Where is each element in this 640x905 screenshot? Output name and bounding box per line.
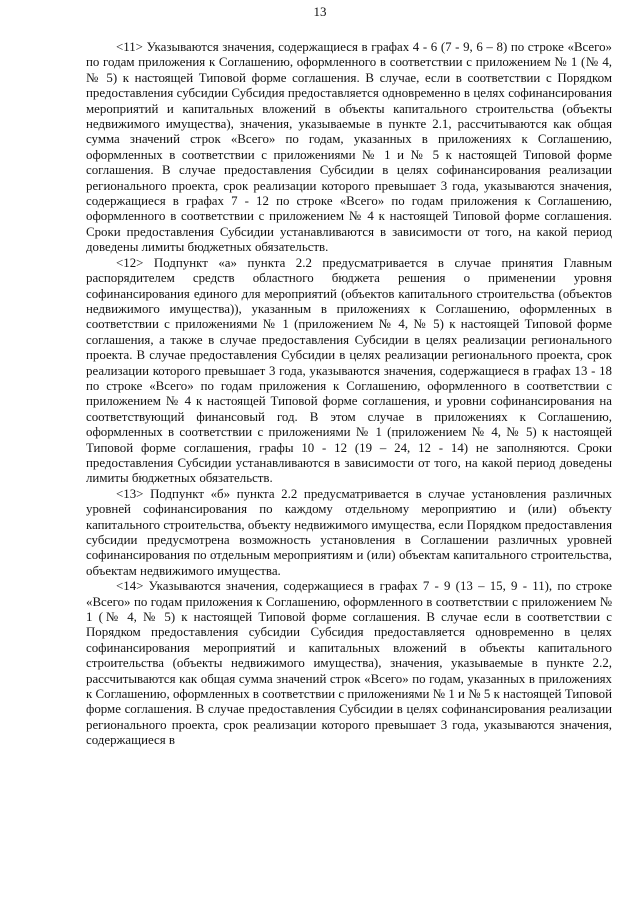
footnote-12-paragraph: <12> Подпункт «а» пункта 2.2 предусматривается в случае принятия Главным распорядителем средств областного бюджета решения о применении уровня софинансирования единого для мероприятий (объектов капитального строительства (объектов недвижимого имущества)), указанным в приложениях к Соглашению, оформленных в соответствии с приложениями № 1 (приложением № 4, № 5) к настоящей Типовой форме соглашения, а также в случае предоставления Субсидии в целях реализации регионального проекта. В случае предоставления Субсидии в целях реализации регионального проекта, срок реализации которого превышает 3 года, указываются значения, содержащиеся в графах 13 - 18 по строке «Всего» по годам приложения к Соглашению, оформленного в соответствии с приложением № 4 к настоящей Типовой форме соглашения, и уровни софинансирования на соответствующий финансовый год. В этом случае в приложениях к Соглашению, оформленных в соответствии с приложениями № 1 (приложением № 4, № 5) к настоящей Типовой форме соглашения, графы 10 - 12 (19 – 24, 12 - 14) не заполняются. Сроки предоставления Субсидии устанавливаются в зависимости от того, на какой период доведены лимиты бюджетных обязательств. — [86, 255, 612, 486]
document-body — [86, 40, 612, 749]
page-number: 13 — [313, 4, 327, 19]
footnote-11-paragraph: <11> Указываются значения, содержащиеся в графах 4 - 6 (7 - 9, 6 – 8) по строке «Всего» по годам приложения к Соглашению, оформленного в соответствии с приложением № 1 (№ 4, № 5) к настоящей Типовой форме соглашения. В случае, если в соответствии с Порядком предоставления субсидии Субсидия предоставляется одновременно в целях софинансирования мероприятий и капитальных вложений в объекты капитального строительства (объекты недвижимого имущества), значения, указываемые в пункте 2.1, рассчитываются как общая сумма значений строк «Всего» по годам, указанных в приложениях к Соглашению, оформленных в соответствии с приложениями № 1 и № 5 к настоящей Типовой форме соглашения. В случае предоставления Субсидии в целях софинансирования реализации регионального проекта, срок реализации которого превышает 3 года, указываются значения, содержащиеся в графах 7 - 12 по строке «Всего» по годам приложения к Соглашению, оформленного в соответствии с приложением № 4 к настоящей Типовой форме соглашения. Сроки предоставления Субсидии устанавливаются в зависимости от того, на какой период доведены лимиты бюджетных обязательств. — [86, 40, 612, 255]
footnote-13-paragraph: <13> Подпункт «б» пункта 2.2 предусматривается в случае установления различных уровней софинансирования по каждому отдельному мероприятию и (или) объекту капитального строительства, объекту недвижимого имущества, если Порядком предоставления субсидии предусмотрена возможность установления в Соглашении различных уровней софинансирования по отдельным мероприятиям и (или) объектам капитального строительства, объектам недвижимого имущества. — [86, 486, 612, 578]
footnote-14-paragraph: <14> Указываются значения, содержащиеся в графах 7 - 9 (13 – 15, 9 - 11), по строке «Всего» по годам приложения к Соглашению, оформленного в соответствии с приложением № 1 (№ 4, № 5) к настоящей Типовой форме соглашения. В случае если в соответствии с Порядком предоставления субсидии Субсидия предоставляется одновременно в целях софинансирования мероприятий и капитальных вложений в объекты капитального строительства (объекты недвижимого имущества), значения, указываемые в пункте 2.2, рассчитываются как общая сумма значений строк «Всего» по годам, указанных в приложениях к Соглашению, оформленных в соответствии с приложениями № 1 и № 5 к настоящей Типовой форме соглашения. В случае предоставления Субсидии в целях софинансирования реализации регионального проекта, срок реализации которого превышает 3 года, указываются значения, содержащиеся в — [86, 579, 612, 748]
